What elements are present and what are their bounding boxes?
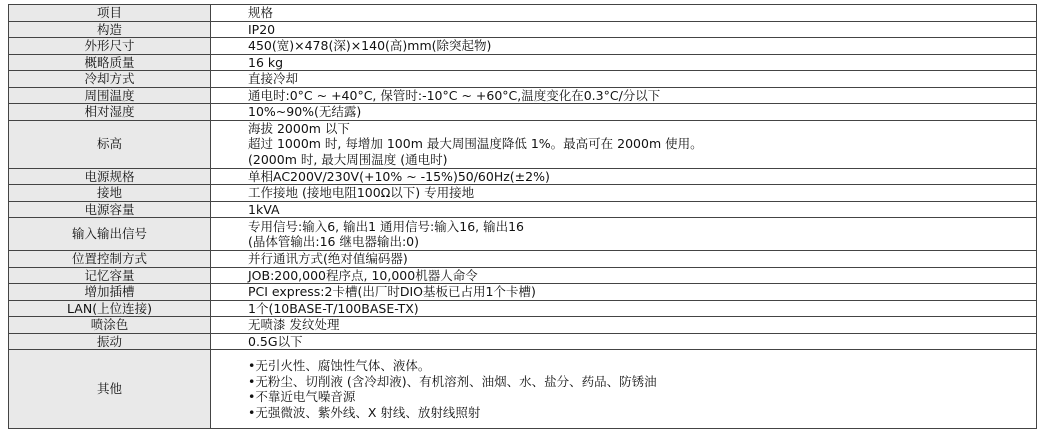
row-label: 概略质量	[9, 54, 211, 71]
value-line: •不靠近电气噪音源	[248, 389, 356, 404]
table-row-io-signals	[9, 218, 1037, 251]
row-label: 外形尺寸	[9, 38, 211, 55]
table-row-dimensions	[9, 38, 1037, 55]
row-label: 输入输出信号	[9, 218, 211, 251]
table-row-vibration	[9, 333, 1037, 350]
row-value: 单相AC200V/230V(+10% ~ -15%)50/60Hz(±2%)	[211, 168, 1037, 185]
row-value: 通电时:0°C ~ +40°C, 保管时:-10°C ~ +60°C,温度变化在0.3°C/分以下	[211, 87, 1037, 104]
table-row-expansion-slots	[9, 284, 1037, 301]
table-row-grounding	[9, 185, 1037, 202]
row-label: 构造	[9, 21, 211, 38]
row-value: 直接冷却	[211, 71, 1037, 88]
table-row-structure	[9, 21, 1037, 38]
row-value: PCI express:2卡槽(出厂时DIO基板已占用1个卡槽)	[211, 284, 1037, 301]
row-label: 电源容量	[9, 201, 211, 218]
row-value: 10%~90%(无结露)	[211, 104, 1037, 121]
row-value: 0.5G以下	[211, 333, 1037, 350]
row-value: 1个(10BASE-T/100BASE-TX)	[211, 300, 1037, 317]
table-row-mass	[9, 54, 1037, 71]
table-row-humidity	[9, 104, 1037, 121]
table-row-lan	[9, 300, 1037, 317]
row-value: IP20	[211, 21, 1037, 38]
row-value: 16 kg	[211, 54, 1037, 71]
row-value: 1kVA	[211, 201, 1037, 218]
table-row-position-control	[9, 251, 1037, 268]
value-line: (2000m 时, 最大周围温度 (通电时)	[248, 151, 448, 167]
value-line: •无强微波、紫外线、X 射线、放射线照射	[248, 404, 481, 420]
row-label: 其他	[9, 350, 211, 429]
row-label: LAN(上位连接)	[9, 300, 211, 317]
row-value: 工作接地 (接地电阻100Ω以下) 专用接地	[211, 185, 1037, 202]
spec-table	[8, 4, 1037, 429]
row-label: 周围温度	[9, 87, 211, 104]
value-line: •无粉尘、切削液 (含冷却液)、有机溶剂、油烟、水、盐分、药品、防锈油	[248, 373, 657, 389]
row-label: 喷涂色	[9, 317, 211, 334]
table-row-power-spec	[9, 168, 1037, 185]
row-value: 规格	[211, 5, 1037, 22]
table-row-cooling	[9, 71, 1037, 88]
value-line: 超过 1000m 时, 每增加 100m 最大周围温度降低 1%。最高可在 2000m 使用。	[248, 136, 703, 152]
table-row-header	[9, 5, 1037, 22]
value-line: •无引火性、腐蚀性气体、液体。	[248, 358, 431, 373]
table-row-other	[9, 350, 1037, 429]
row-value	[211, 120, 1037, 168]
row-label: 位置控制方式	[9, 251, 211, 268]
value-line: 专用信号:输入6, 输出1 通用信号:输入16, 输出16	[248, 218, 525, 234]
table-row-power-capacity	[9, 201, 1037, 218]
row-label: 接地	[9, 185, 211, 202]
table-row-ambient-temperature	[9, 87, 1037, 104]
row-value: 并行通讯方式(绝对值编码器)	[211, 251, 1037, 268]
row-value: 450(宽)×478(深)×140(高)mm(除突起物)	[211, 38, 1037, 55]
table-row-altitude	[9, 120, 1037, 168]
row-label: 标高	[9, 120, 211, 168]
row-label: 冷却方式	[9, 71, 211, 88]
row-label: 项目	[9, 5, 211, 22]
row-value: JOB:200,000程序点, 10,000机器人命令	[211, 267, 1037, 284]
row-label: 增加插槽	[9, 284, 211, 301]
row-label: 振动	[9, 333, 211, 350]
row-label: 记忆容量	[9, 267, 211, 284]
table-row-memory	[9, 267, 1037, 284]
row-label: 电源规格	[9, 168, 211, 185]
row-value	[211, 350, 1037, 429]
value-line: 海拔 2000m 以下	[248, 120, 350, 136]
row-label: 相对湿度	[9, 104, 211, 121]
table-row-paint	[9, 317, 1037, 334]
row-value: 无喷漆 发纹处理	[211, 317, 1037, 334]
value-line: (晶体管输出:16 继电器输出:0)	[248, 234, 420, 249]
row-value	[211, 218, 1037, 251]
